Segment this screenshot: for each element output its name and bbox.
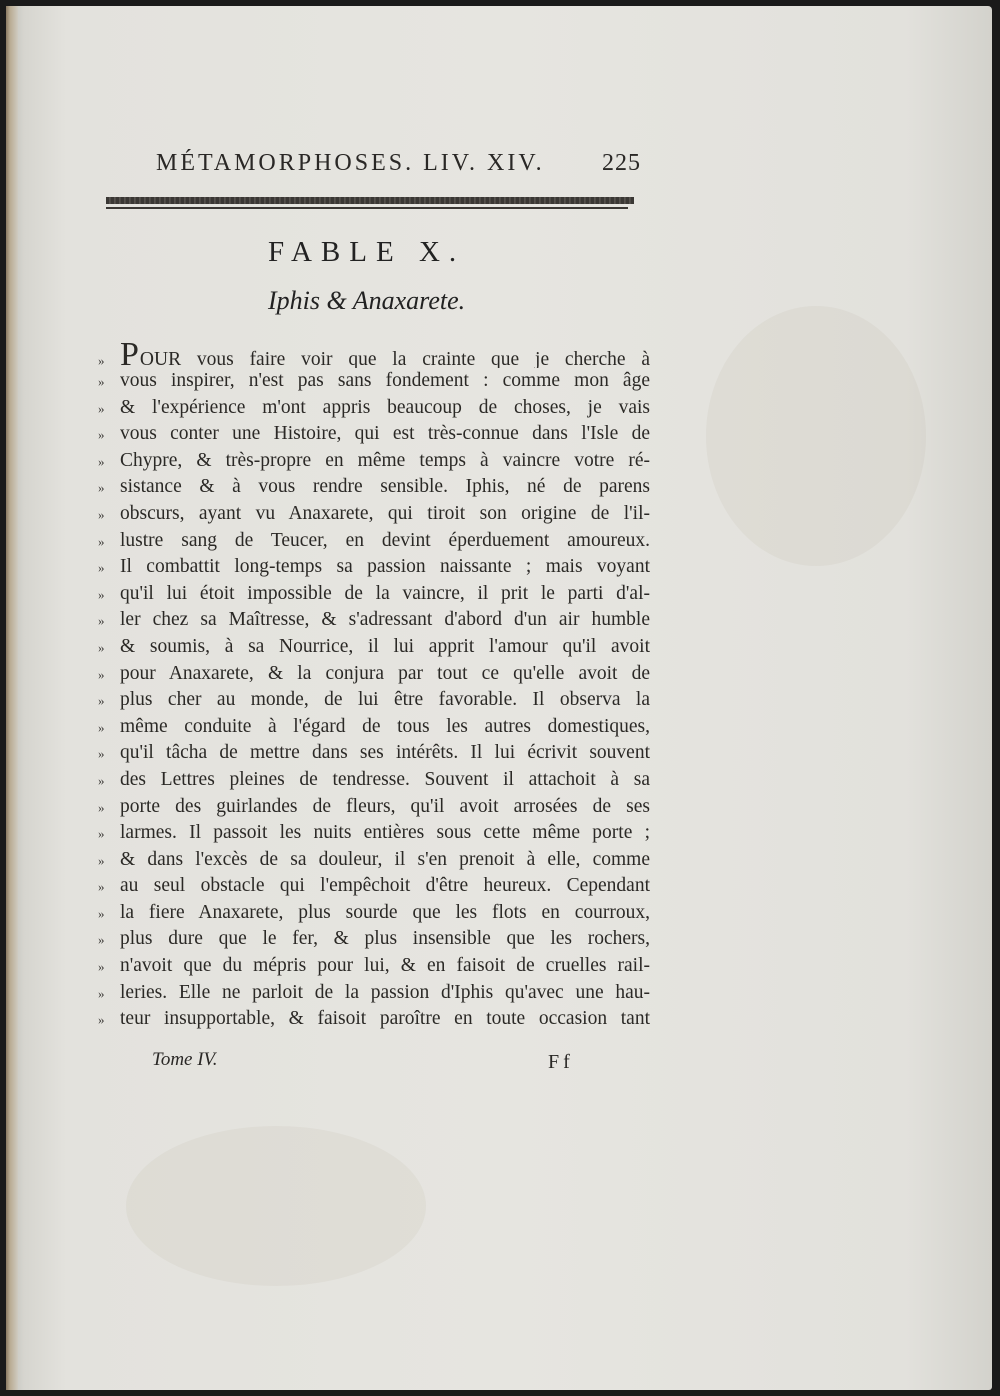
quote-mark: »: [98, 427, 105, 443]
quote-mark: »: [98, 613, 105, 629]
text-line: [98, 395, 658, 422]
quote-mark: »: [98, 666, 105, 682]
header-rule: [106, 197, 634, 210]
paper-stain: [706, 306, 926, 566]
text-line-content: sistance & à vous rendre sensible. Iphis, né de parens: [120, 476, 650, 498]
quote-mark: »: [98, 400, 105, 416]
fable-subtitle: Iphis & Anaxarete.: [268, 286, 466, 315]
text-line: [98, 980, 658, 1007]
running-head-title: MÉTAMORPHOSES. LIV. XIV.: [156, 150, 545, 176]
text-line-content: qu'il tâcha de mettre dans ses intérêts. Il lui écrivit souvent: [120, 742, 650, 764]
quote-mark: »: [98, 453, 105, 469]
first-line-text: OUR vous faire voir que la crainte que je cherche à: [139, 349, 650, 368]
quote-mark: »: [98, 719, 105, 735]
book-page: [6, 6, 992, 1390]
quote-mark: »: [98, 586, 105, 602]
binding-edge: [6, 6, 18, 1390]
text-line: [98, 687, 658, 714]
quote-mark: »: [98, 353, 105, 368]
text-line: [98, 953, 658, 980]
fable-title: FABLE X.: [268, 236, 466, 268]
text-line-content: lustre sang de Teucer, en devint éperduement amoureux.: [120, 529, 650, 551]
quote-mark: »: [98, 480, 105, 496]
text-line-content: des Lettres pleines de tendresse. Souvent il attachoit à sa: [120, 768, 650, 790]
quote-mark: »: [98, 1012, 105, 1028]
text-line-content: leries. Elle ne parloit de la passion d'Iphis qu'avec une hau-: [120, 981, 650, 1003]
body-text: [98, 332, 658, 1033]
text-line-content: n'avoit que du mépris pour lui, & en faisoit de cruelles rail-: [120, 955, 650, 977]
text-line-content: pour Anaxarete, & la conjura par tout ce qu'elle avoit de: [120, 662, 650, 684]
quote-mark: »: [98, 772, 105, 788]
text-line: [98, 794, 658, 821]
text-line-content: [120, 332, 650, 368]
quote-mark: »: [98, 985, 105, 1001]
volume-label: Tome IV.: [152, 1049, 218, 1070]
text-line: [98, 661, 658, 688]
text-line: [98, 873, 658, 900]
text-line: [98, 926, 658, 953]
text-line: [98, 714, 658, 741]
text-line-content: larmes. Il passoit les nuits entières sous cette même porte ;: [120, 822, 650, 844]
text-line: [98, 820, 658, 847]
text-line: [98, 634, 658, 661]
text-line-content: qu'il lui étoit impossible de la vaincre, il prit le parti d'al-: [120, 582, 650, 604]
text-line-content: Il combattit long-temps sa passion naissante ; mais voyant: [120, 556, 650, 578]
quote-mark: »: [98, 746, 105, 762]
signature-mark: Ff: [548, 1051, 574, 1073]
text-line: [98, 501, 658, 528]
quote-mark: »: [98, 533, 105, 549]
quote-mark: »: [98, 879, 105, 895]
paper-stain: [126, 1126, 426, 1286]
header-rule-thin: [106, 207, 628, 209]
quote-mark: »: [98, 799, 105, 815]
text-line-content: vous conter une Histoire, qui est très-connue dans l'Isle de: [120, 423, 650, 445]
text-line: [98, 332, 658, 368]
text-line-content: la fiere Anaxarete, plus sourde que les flots en courroux,: [120, 901, 650, 923]
quote-mark: »: [98, 905, 105, 921]
quote-mark: »: [98, 506, 105, 522]
page-footer: [152, 1049, 612, 1079]
quote-mark: »: [98, 959, 105, 975]
text-line-content: Chypre, & très-propre en même temps à vaincre votre ré-: [120, 449, 650, 471]
text-line-content: ler chez sa Maîtresse, & s'adressant d'abord d'un air humble: [120, 609, 650, 631]
text-line: [98, 607, 658, 634]
header-rule-thick: [106, 197, 634, 204]
text-line: [98, 1006, 658, 1033]
text-line-content: vous inspirer, n'est pas sans fondement : comme mon âge: [120, 370, 650, 391]
text-line: [98, 448, 658, 475]
text-line: [98, 421, 658, 448]
text-line: [98, 528, 658, 555]
quote-mark: »: [98, 826, 105, 842]
text-line: [98, 581, 658, 608]
text-line: [98, 740, 658, 767]
text-line: [98, 368, 658, 395]
page-number: 225: [602, 150, 641, 176]
quote-mark: »: [98, 693, 105, 709]
text-line-content: porte des guirlandes de fleurs, qu'il avoit arrosées de ses: [120, 795, 650, 817]
text-line-content: teur insupportable, & faisoit paroître en toute occasion tant: [120, 1008, 650, 1030]
text-line: [98, 474, 658, 501]
quote-mark: »: [98, 932, 105, 948]
text-line-content: & dans l'excès de sa douleur, il s'en prenoit à elle, comme: [120, 848, 650, 870]
text-line: [98, 767, 658, 794]
text-line-content: plus cher au monde, de lui être favorable. Il observa la: [120, 689, 650, 711]
text-line-content: & soumis, à sa Nourrice, il lui apprit l'amour qu'il avoit: [120, 635, 650, 657]
quote-mark: »: [98, 374, 105, 389]
text-line: [98, 900, 658, 927]
text-line-content: obscurs, ayant vu Anaxarete, qui tiroit son origine de l'il-: [120, 502, 650, 524]
quote-mark: »: [98, 560, 105, 576]
text-line-content: plus dure que le fer, & plus insensible que les rochers,: [120, 928, 650, 950]
quote-mark: »: [98, 852, 105, 868]
quote-mark: »: [98, 639, 105, 655]
text-line-content: au seul obstacle qui l'empêchoit d'être heureux. Cependant: [120, 875, 650, 897]
text-line: [98, 847, 658, 874]
text-line: [98, 554, 658, 581]
drop-cap: P: [120, 336, 140, 368]
running-head: [156, 146, 656, 186]
text-line-content: même conduite à l'égard de tous les autres domestiques,: [120, 715, 650, 737]
text-line-content: & l'expérience m'ont appris beaucoup de choses, je vais: [120, 396, 650, 418]
